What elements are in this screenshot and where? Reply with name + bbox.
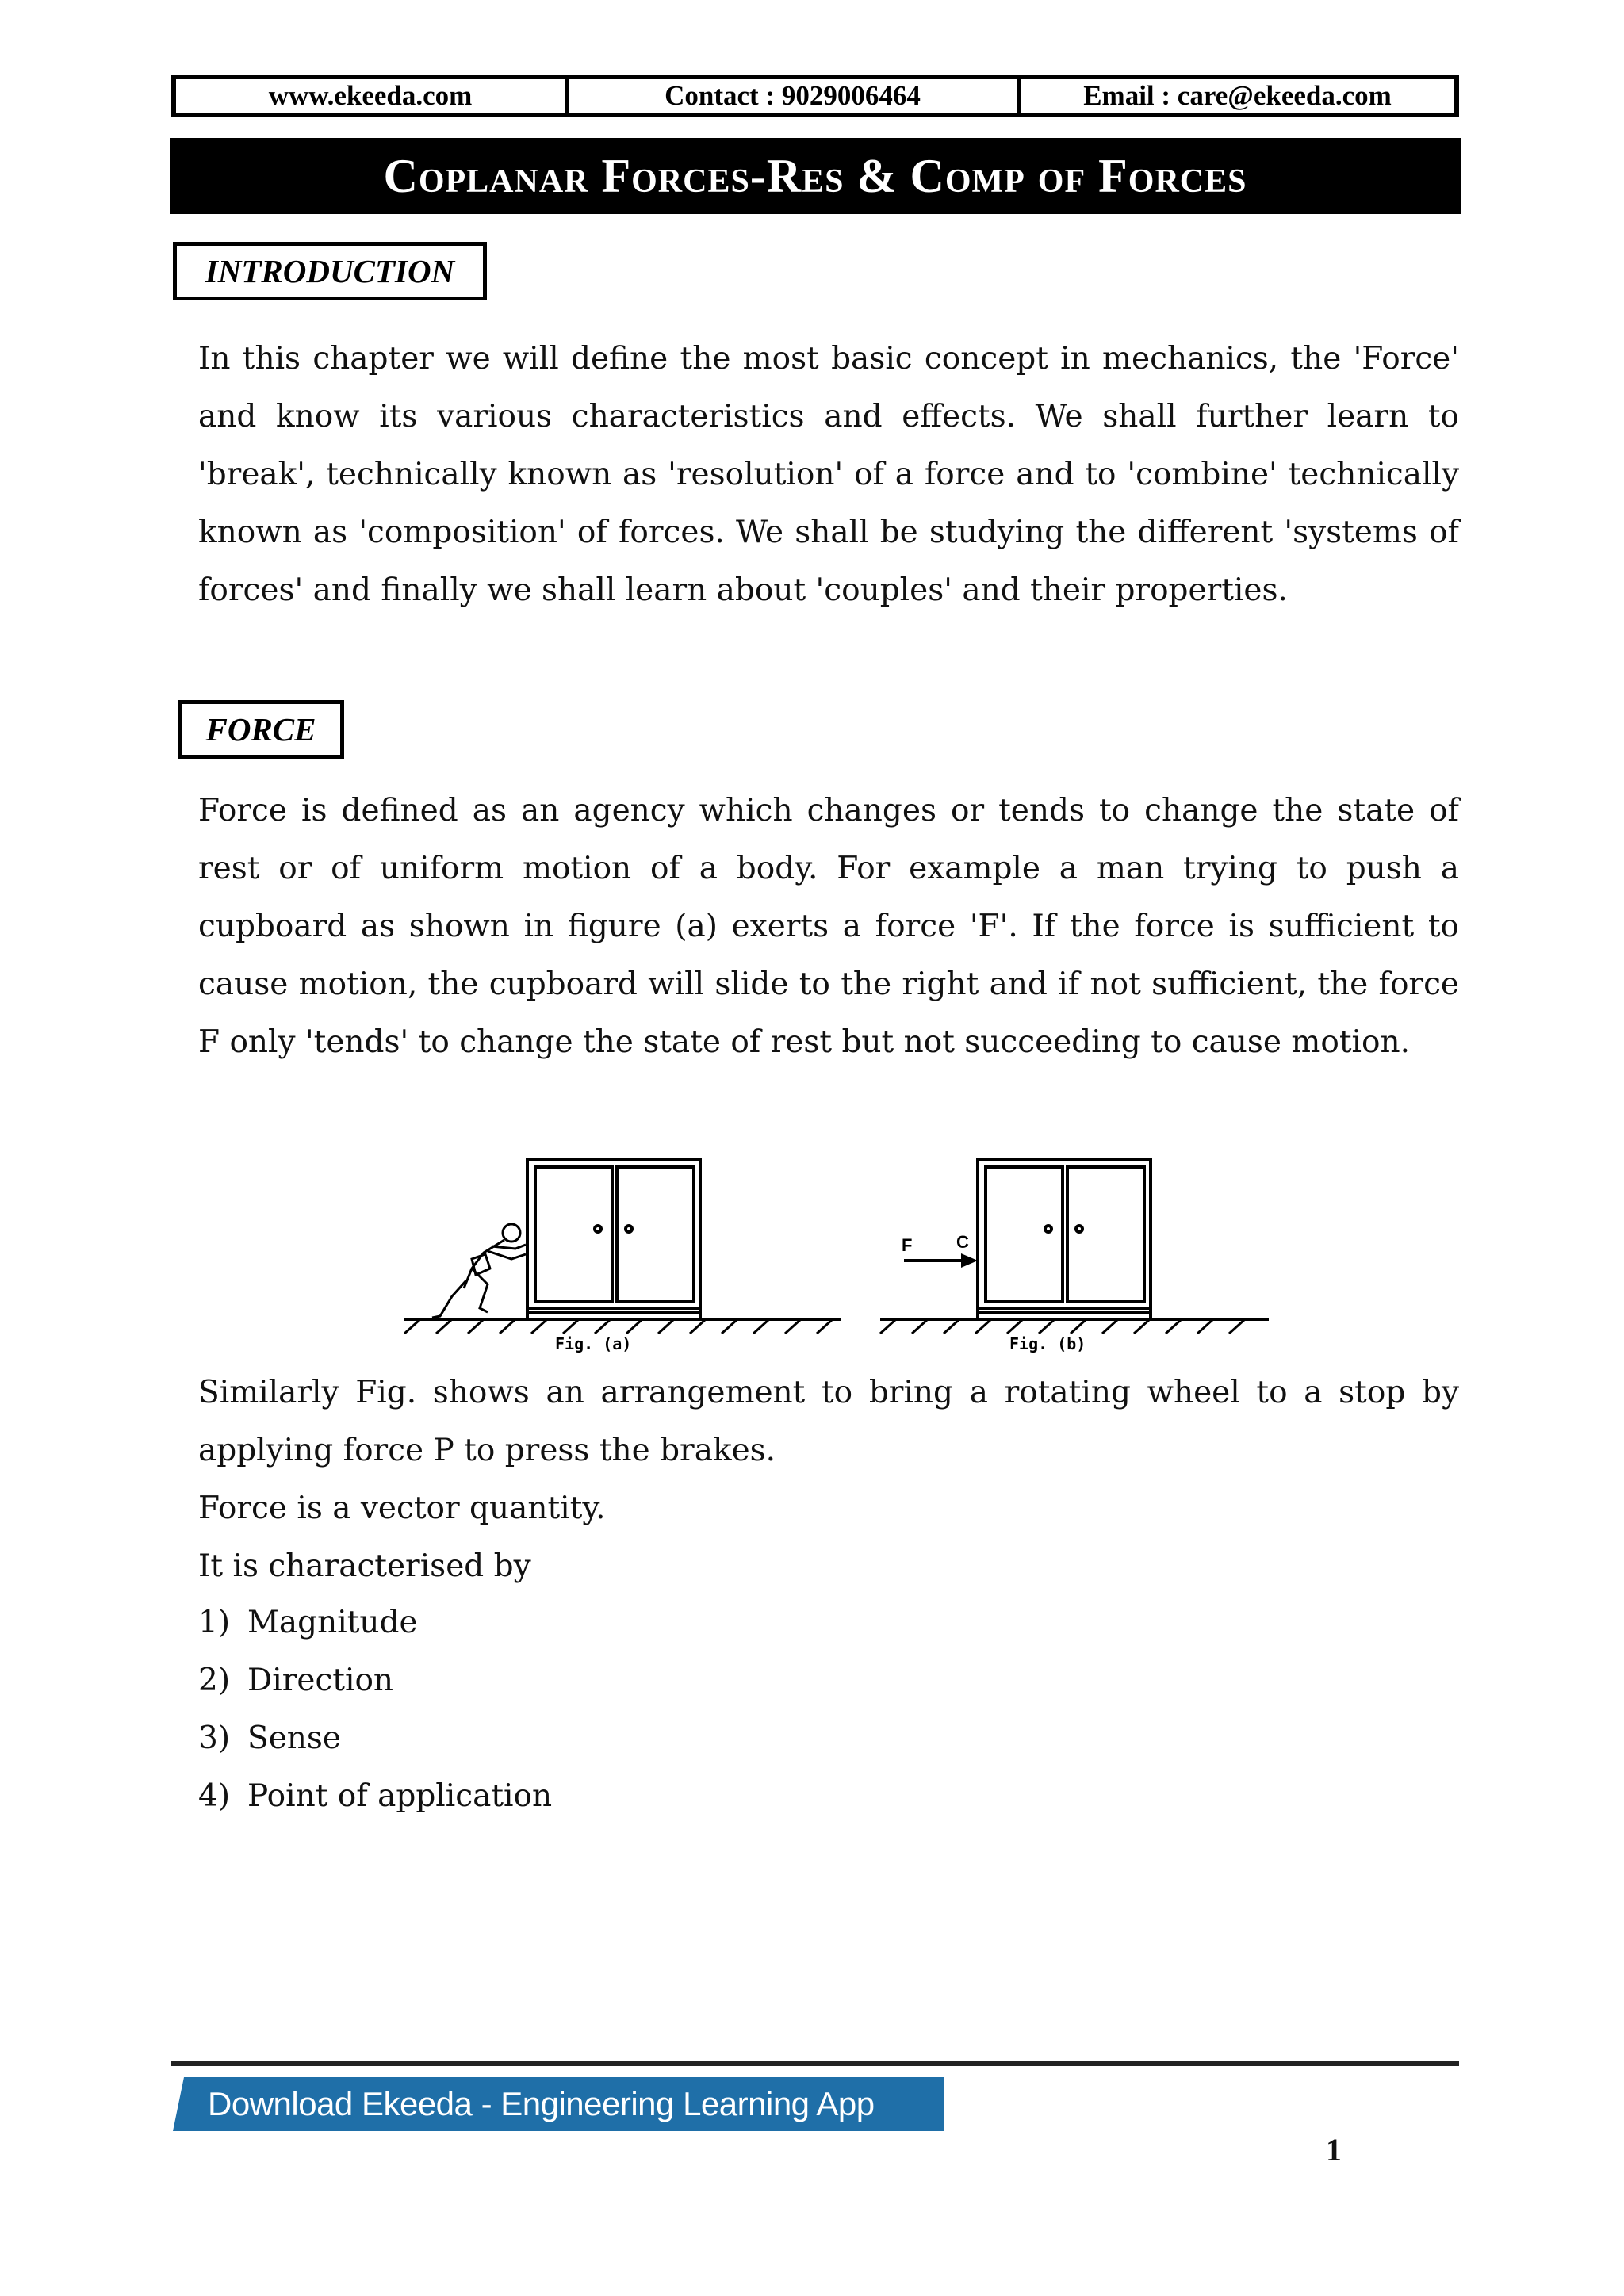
characteristics-list bbox=[198, 1594, 552, 1825]
cupboard-b bbox=[978, 1159, 1151, 1319]
caption-fig-a: Fig. (a) bbox=[555, 1334, 632, 1353]
vector-quantity-line: Force is a vector quantity. bbox=[198, 1490, 606, 1526]
section-heading-force: FORCE bbox=[178, 700, 344, 759]
force-arrow-head bbox=[961, 1253, 978, 1268]
similarly-paragraph: Similarly Fig. shows an arrangement to bring a rotating wheel to a stop by applying force P to press the brakes. bbox=[198, 1375, 1459, 1468]
list-item: 1) Magnitude bbox=[198, 1605, 418, 1640]
ground-hatch-b bbox=[880, 1319, 1245, 1334]
list-item: 4) Point of application bbox=[198, 1778, 553, 1814]
list-item: 3) Sense bbox=[198, 1720, 342, 1756]
characterised-line: It is characterised by bbox=[198, 1548, 531, 1584]
section-heading-introduction: INTRODUCTION bbox=[173, 242, 487, 300]
force-label-f: F bbox=[902, 1235, 913, 1255]
email-address[interactable]: Email : care@ekeeda.com bbox=[1083, 80, 1392, 111]
list-item: 2) Direction bbox=[198, 1663, 394, 1698]
download-app-text[interactable]: Download Ekeeda - Engineering Learning App bbox=[208, 2085, 875, 2122]
page-title: Coplanar Forces-Res & Comp of Forces bbox=[170, 138, 1461, 214]
caption-fig-b: Fig. (b) bbox=[1009, 1334, 1086, 1353]
header-bar bbox=[171, 75, 1459, 117]
cupboard-figure bbox=[396, 1150, 1269, 1368]
man-pushing bbox=[432, 1224, 526, 1318]
point-label-c: C bbox=[956, 1232, 969, 1252]
cupboard-a bbox=[527, 1159, 700, 1319]
contact-number: Contact : 9029006464 bbox=[569, 79, 1021, 113]
ground-hatch-a bbox=[404, 1319, 833, 1334]
introduction-paragraph: In this chapter we will define the most basic concept in mechanics, the 'Force' and know its various characteristics and effects. We shall further learn to 'break', technically known as 'resolution' of a force and to 'combine' technically known as 'composition' of forces. We shall be studying the different 'systems of forces' and finally we shall learn about 'couples' and their properties. bbox=[198, 341, 1459, 608]
force-paragraph: Force is defined as an agency which changes or tends to change the state of rest or of uniform motion of a body. For example a man trying to push a cupboard as shown in figure (a) exerts a force 'F'. If the force is sufficient to cause motion, the cupboard will slide to the right and if not sufficient, the force F only 'tends' to change the state of rest but not succeeding to cause motion. bbox=[198, 793, 1459, 1060]
page-number: 1 bbox=[1326, 2132, 1342, 2168]
website-link[interactable]: www.ekeeda.com bbox=[176, 79, 569, 113]
footer-divider bbox=[171, 2061, 1459, 2066]
